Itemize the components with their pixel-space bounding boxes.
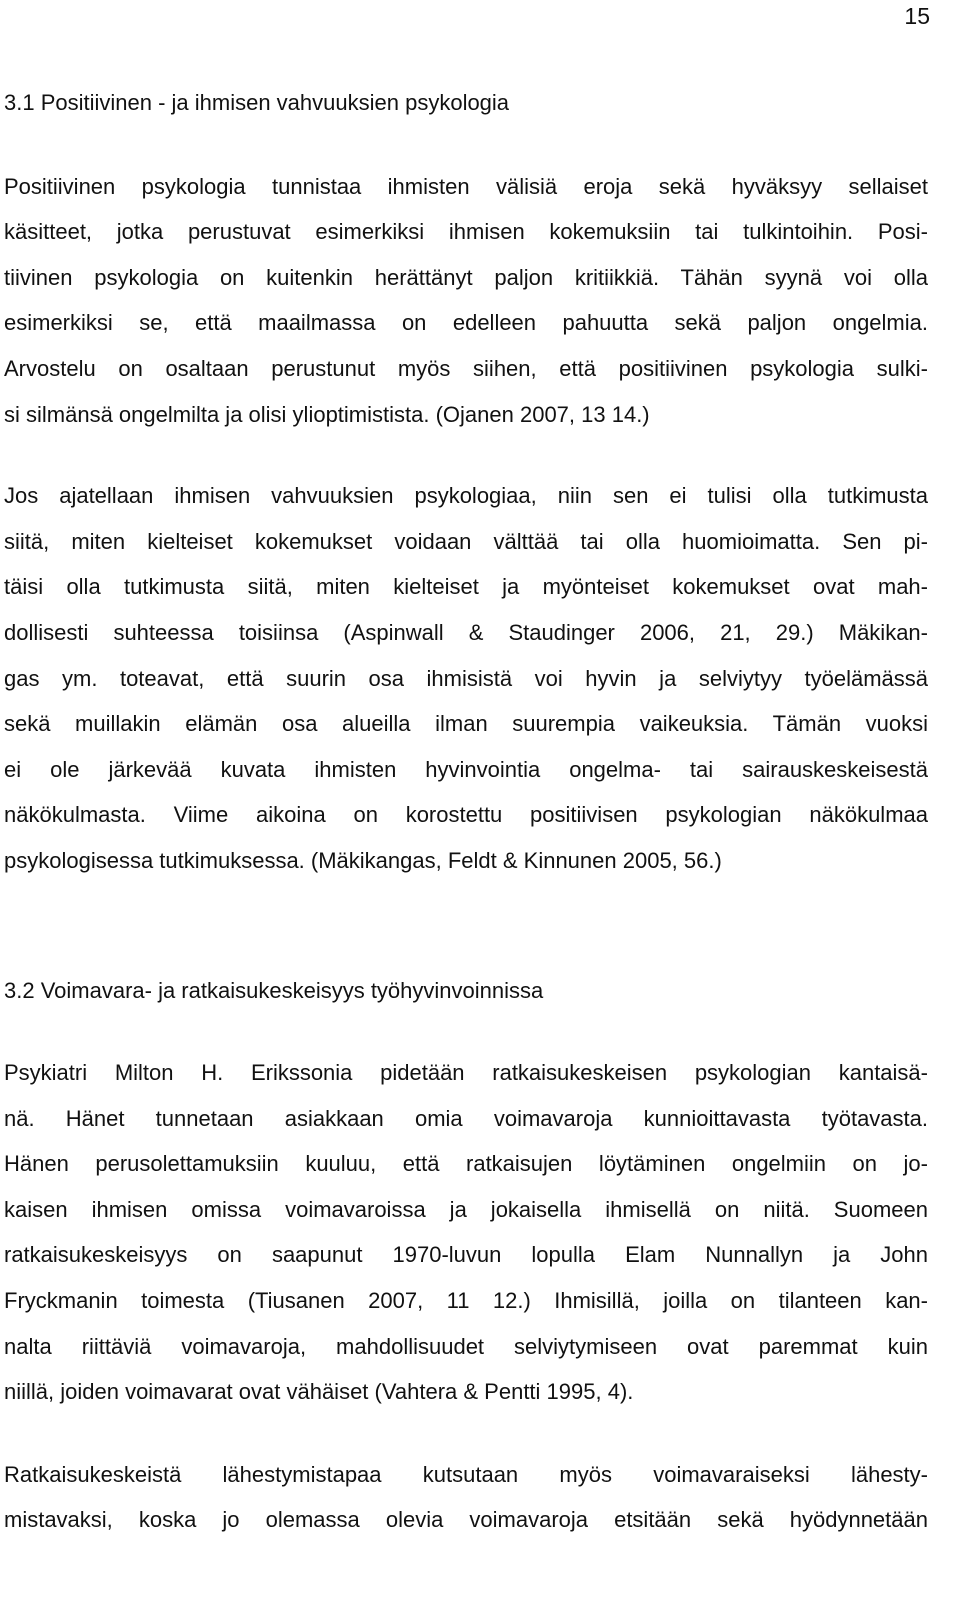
text-line: käsitteet, jotka perustuvat esimerkiksi ihmisen kokemuksiin tai tulkintoihin. Posi-: [4, 219, 928, 245]
paragraph-solution-focus: [4, 1050, 928, 1415]
paragraph-strengths-psychology: [4, 473, 928, 883]
text-line: kaisen ihmisen omissa voimavaroissa ja jokaisella ihmisellä on niitä. Suomeen: [4, 1196, 928, 1222]
section-heading-3-1: 3.1 Positiivinen - ja ihmisen vahvuuksien psykologia: [4, 90, 510, 115]
text-line: niillä, joiden voimavarat ovat vähäiset (Vahtera & Pentti 1995, 4).: [4, 1379, 634, 1405]
text-line: näkökulmasta. Viime aikoina on korostettu positiivisen psykologian näkökulmaa: [4, 802, 928, 828]
text-line: sekä muillakin elämän osa alueilla ilman suurempia vaikeuksia. Tämän vuoksi: [4, 711, 928, 737]
text-line: tiivinen psykologia on kuitenkin herättänyt paljon kritiikkiä. Tähän syynä voi olla: [4, 264, 928, 290]
page-number: 15: [904, 3, 930, 29]
text-line: esimerkiksi se, että maailmassa on edelleen pahuutta sekä paljon ongelmia.: [4, 310, 928, 336]
text-line: Fryckmanin toimesta (Tiusanen 2007, 11 12.) Ihmisillä, joilla on tilanteen kan-: [4, 1288, 928, 1314]
section-heading-3-2: 3.2 Voimavara- ja ratkaisukeskeisyys työhyvinvoinnissa: [4, 977, 544, 1003]
text-line: Arvostelu on osaltaan perustunut myös siihen, että positiivinen psykologia sulki-: [4, 355, 928, 381]
text-line: psykologisessa tutkimuksessa. (Mäkikangas, Feldt & Kinnunen 2005, 56.): [4, 847, 722, 873]
text-line: nä. Hänet tunnetaan asiakkaan omia voimavaroja kunnioittavasta työtavasta.: [4, 1105, 928, 1131]
text-line: ei ole järkevää kuvata ihmisten hyvinvointia ongelma- tai sairauskeskeisestä: [4, 756, 928, 782]
text-line: dollisesti suhteessa toisiinsa (Aspinwall & Staudinger 2006, 21, 29.) Mäkikan-: [4, 619, 928, 645]
text-line: siitä, miten kielteiset kokemukset voidaan välttää tai olla huomioimatta. Sen pi-: [4, 528, 928, 554]
text-line: Jos ajatellaan ihmisen vahvuuksien psykologiaa, niin sen ei tulisi olla tutkimusta: [4, 483, 928, 509]
text-line: Ratkaisukeskeistä lähestymistapaa kutsutaan myös voimavaraiseksi lähesty-: [4, 1461, 928, 1487]
paragraph-resource-approach: [4, 1452, 928, 1543]
text-line: nalta riittäviä voimavaroja, mahdollisuudet selviytymiseen ovat paremmat kuin: [4, 1333, 928, 1359]
text-line: Hänen perusolettamuksiin kuuluu, että ratkaisujen löytäminen ongelmiin on jo-: [4, 1151, 928, 1177]
document-body: [4, 80, 928, 1543]
text-line: täisi olla tutkimusta siitä, miten kielteiset ja myönteiset kokemukset ovat mah-: [4, 574, 928, 600]
text-line: ratkaisukeskeisyys on saapunut 1970-luvun lopulla Elam Nunnallyn ja John: [4, 1242, 928, 1268]
text-line: Psykiatri Milton H. Erikssonia pidetään ratkaisukeskeisen psykologian kantaisä-: [4, 1060, 928, 1086]
text-line: Positiivinen psykologia tunnistaa ihmisten välisiä eroja sekä hyväksyy sellaiset: [4, 173, 928, 199]
text-line: si silmänsä ongelmilta ja olisi ylioptimistista. (Ojanen 2007, 13 14.): [4, 401, 650, 427]
text-line: mistavaksi, koska jo olemassa olevia voimavaroja etsitään sekä hyödynnetään: [4, 1507, 928, 1533]
text-line: gas ym. toteavat, että suurin osa ihmisistä voi hyvin ja selviytyy työelämässä: [4, 665, 928, 691]
paragraph-positive-psychology: [4, 164, 928, 438]
